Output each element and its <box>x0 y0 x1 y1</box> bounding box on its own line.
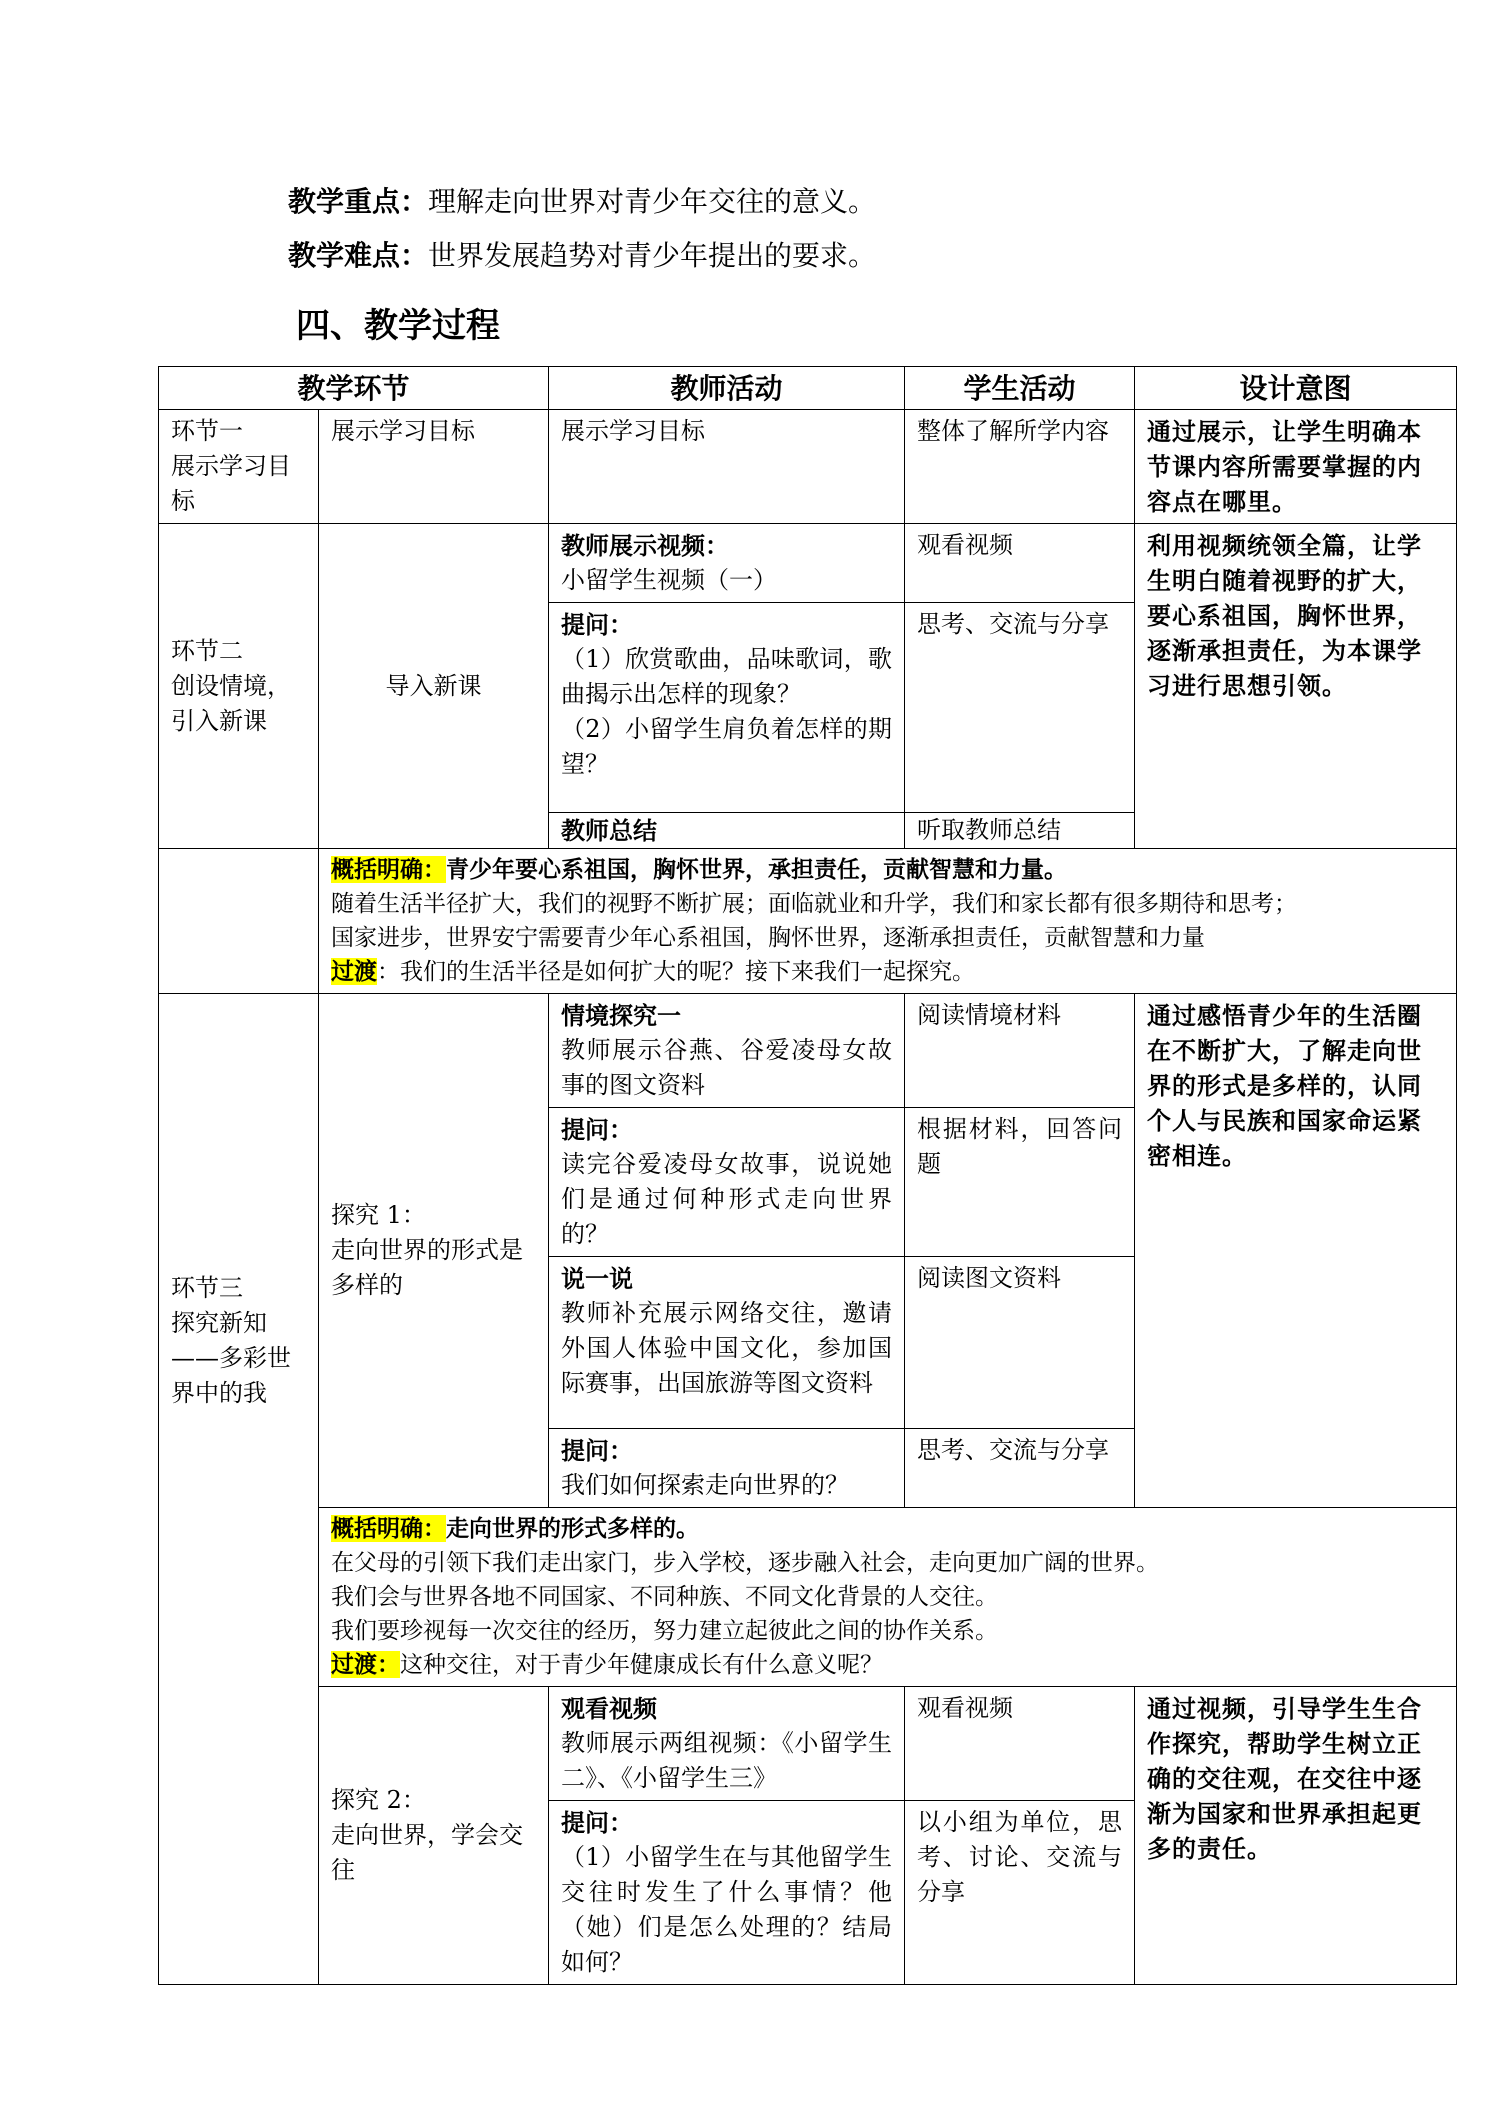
e1-talk-text: 教师补充展示网络交往，邀请外国人体验中国文化，参加国际赛事，出国旅游等图文资料 <box>561 1299 893 1397</box>
e1-talk-title: 说一说 <box>561 1264 634 1293</box>
header-stage: 教学环节 <box>159 367 549 410</box>
stage2-name: 环节二 创设情境，引入新课 <box>159 524 319 849</box>
stage1-teacher: 展示学习目标 <box>549 410 905 524</box>
e2-question-text: （1）小留学生在与其他留学生交往时发生了什么事情？他（她）们是怎么处理的？结局如何？ <box>561 1843 893 1976</box>
stage2-question-1: （1）欣赏歌曲，品味歌词，歌曲揭示出怎样的现象？ <box>561 645 893 708</box>
stage2-conclusion-row <box>159 849 1457 994</box>
e2-video-text: 教师展示两组视频：《小留学生二》、《小留学生三》 <box>561 1729 893 1792</box>
stage3-transition-label: 过渡： <box>331 1651 400 1678</box>
stage3-summary-line2: 我们会与世界各地不同国家、不同种族、不同文化背景的人交往。 <box>331 1584 998 1610</box>
stage3-summary-label: 概括明确： <box>331 1515 446 1542</box>
e1-question2-text: 我们如何探索走向世界的？ <box>561 1471 850 1499</box>
stage1-sub: 展示学习目标 <box>319 410 549 524</box>
stage1-name: 环节一 展示学习目标 <box>159 410 319 524</box>
stage1-design: 通过展示，让学生明确本节课内容所需要掌握的内容点在哪里。 <box>1135 410 1457 524</box>
stage2-teacher-video <box>549 524 905 603</box>
stage3-row-situation <box>159 994 1457 1108</box>
stage3-conclusion <box>319 1508 1457 1687</box>
teaching-process-table <box>158 366 1457 1985</box>
stage2-student-summary: 听取教师总结 <box>905 813 1135 849</box>
header-teacher-activity: 教师活动 <box>549 367 905 410</box>
stage2-conclusion-left <box>159 849 319 994</box>
e1-student-situation: 阅读情境材料 <box>905 994 1135 1108</box>
e2-teacher-question <box>549 1801 905 1985</box>
stage2-summary-line2: 国家进步，世界安宁需要青少年心系祖国，胸怀世界，逐渐承担责任，贡献智慧和力量 <box>331 925 1205 951</box>
stage2-transition-label: 过渡 <box>331 958 377 985</box>
teaching-difficulty <box>288 236 876 276</box>
teaching-difficulty-text: 世界发展趋势对青少年提出的要求。 <box>428 239 877 272</box>
section-heading: 四、教学过程 <box>296 306 500 346</box>
e2-teacher-video <box>549 1687 905 1801</box>
stage3-transition-text: 这种交往，对于青少年健康成长有什么意义呢？ <box>400 1652 883 1678</box>
teaching-focus-label: 教学重点： <box>288 185 429 218</box>
teaching-difficulty-label: 教学难点： <box>288 239 429 272</box>
stage2-summary-label: 概括明确： <box>331 856 446 883</box>
stage3-conclusion-row <box>159 1508 1457 1687</box>
header-design-intent: 设计意图 <box>1135 367 1457 410</box>
stage2-summary-line1: 随着生活半径扩大，我们的视野不断扩展；面临就业和升学，我们和家长都有很多期待和思考； <box>331 891 1297 917</box>
e2-question-title: 提问： <box>561 1808 634 1837</box>
stage2-conclusion <box>319 849 1457 994</box>
stage2-video-title: 教师展示视频： <box>561 531 730 560</box>
teaching-focus <box>288 182 876 222</box>
table-header-row <box>159 367 1457 410</box>
e2-student-video: 观看视频 <box>905 1687 1135 1801</box>
stage2-sub: 导入新课 <box>319 524 549 849</box>
stage3-design2: 通过视频，引导学生生合作探究，帮助学生树立正确的交往观，在交往中逐渐为国家和世界承担起更多的责任。 <box>1135 1687 1457 1985</box>
e1-student-talk: 阅读图文资料 <box>905 1257 1135 1429</box>
stage2-question-2: （2）小留学生肩负着怎样的期望？ <box>561 715 893 778</box>
stage3-summary-bold: 走向世界的形式多样的。 <box>446 1515 699 1542</box>
e1-student-question2: 思考、交流与分享 <box>905 1429 1135 1508</box>
stage1-student: 整体了解所学内容 <box>905 410 1135 524</box>
e1-teacher-question <box>549 1108 905 1257</box>
e1-question-text: 读完谷爱凌母女故事，说说她们是通过何种形式走向世界的？ <box>561 1150 893 1248</box>
e1-teacher-situation <box>549 994 905 1108</box>
e1-question2-title: 提问： <box>561 1436 634 1465</box>
e2-video-title: 观看视频 <box>561 1694 658 1723</box>
stage2-transition-text: ：我们的生活半径是如何扩大的呢？接下来我们一起探究。 <box>377 959 975 985</box>
stage3-summary-line1: 在父母的引领下我们走出家门，步入学校，逐步融入社会，走向更加广阔的世界。 <box>331 1550 1159 1576</box>
stage3-row-video <box>159 1687 1457 1801</box>
stage2-row-video <box>159 524 1457 603</box>
stage2-student-question: 思考、交流与分享 <box>905 603 1135 813</box>
e1-question-title: 提问： <box>561 1115 634 1144</box>
stage3-name: 环节三 探究新知——多彩世界中的我 <box>159 994 319 1985</box>
e1-teacher-question2 <box>549 1429 905 1508</box>
stage2-design: 利用视频统领全篇，让学生明白随着视野的扩大，要心系祖国，胸怀世界，逐渐承担责任，为本课学习进行思想引领。 <box>1135 524 1457 849</box>
stage2-video-text: 小留学生视频（一） <box>561 566 778 594</box>
stage3-design1: 通过感悟青少年的生活圈在不断扩大，了解走向世界的形式是多样的，认同个人与民族和国家命运紧密相连。 <box>1135 994 1457 1508</box>
stage2-teacher-summary: 教师总结 <box>549 813 905 849</box>
stage1-row <box>159 410 1457 524</box>
e1-situation-title: 情境探究一 <box>561 1001 682 1030</box>
stage2-summary-bold: 青少年要心系祖国，胸怀世界，承担责任，贡献智慧和力量。 <box>446 856 1067 883</box>
header-student-activity: 学生活动 <box>905 367 1135 410</box>
teaching-focus-text: 理解走向世界对青少年交往的意义。 <box>428 185 877 218</box>
explore1-label: 探究 1： 走向世界的形式是多样的 <box>319 994 549 1508</box>
stage2-student-video: 观看视频 <box>905 524 1135 603</box>
e1-student-question: 根据材料，回答问题 <box>905 1108 1135 1257</box>
e2-student-question: 以小组为单位，思考、讨论、交流与分享 <box>905 1801 1135 1985</box>
explore2-label: 探究 2： 走向世界，学会交往 <box>319 1687 549 1985</box>
e1-situation-text: 教师展示谷燕、谷爱凌母女故事的图文资料 <box>561 1036 893 1099</box>
stage2-teacher-question <box>549 603 905 813</box>
stage2-question-title: 提问： <box>561 610 634 639</box>
e1-teacher-talk <box>549 1257 905 1429</box>
stage3-summary-line3: 我们要珍视每一次交往的经历，努力建立起彼此之间的协作关系。 <box>331 1618 998 1644</box>
